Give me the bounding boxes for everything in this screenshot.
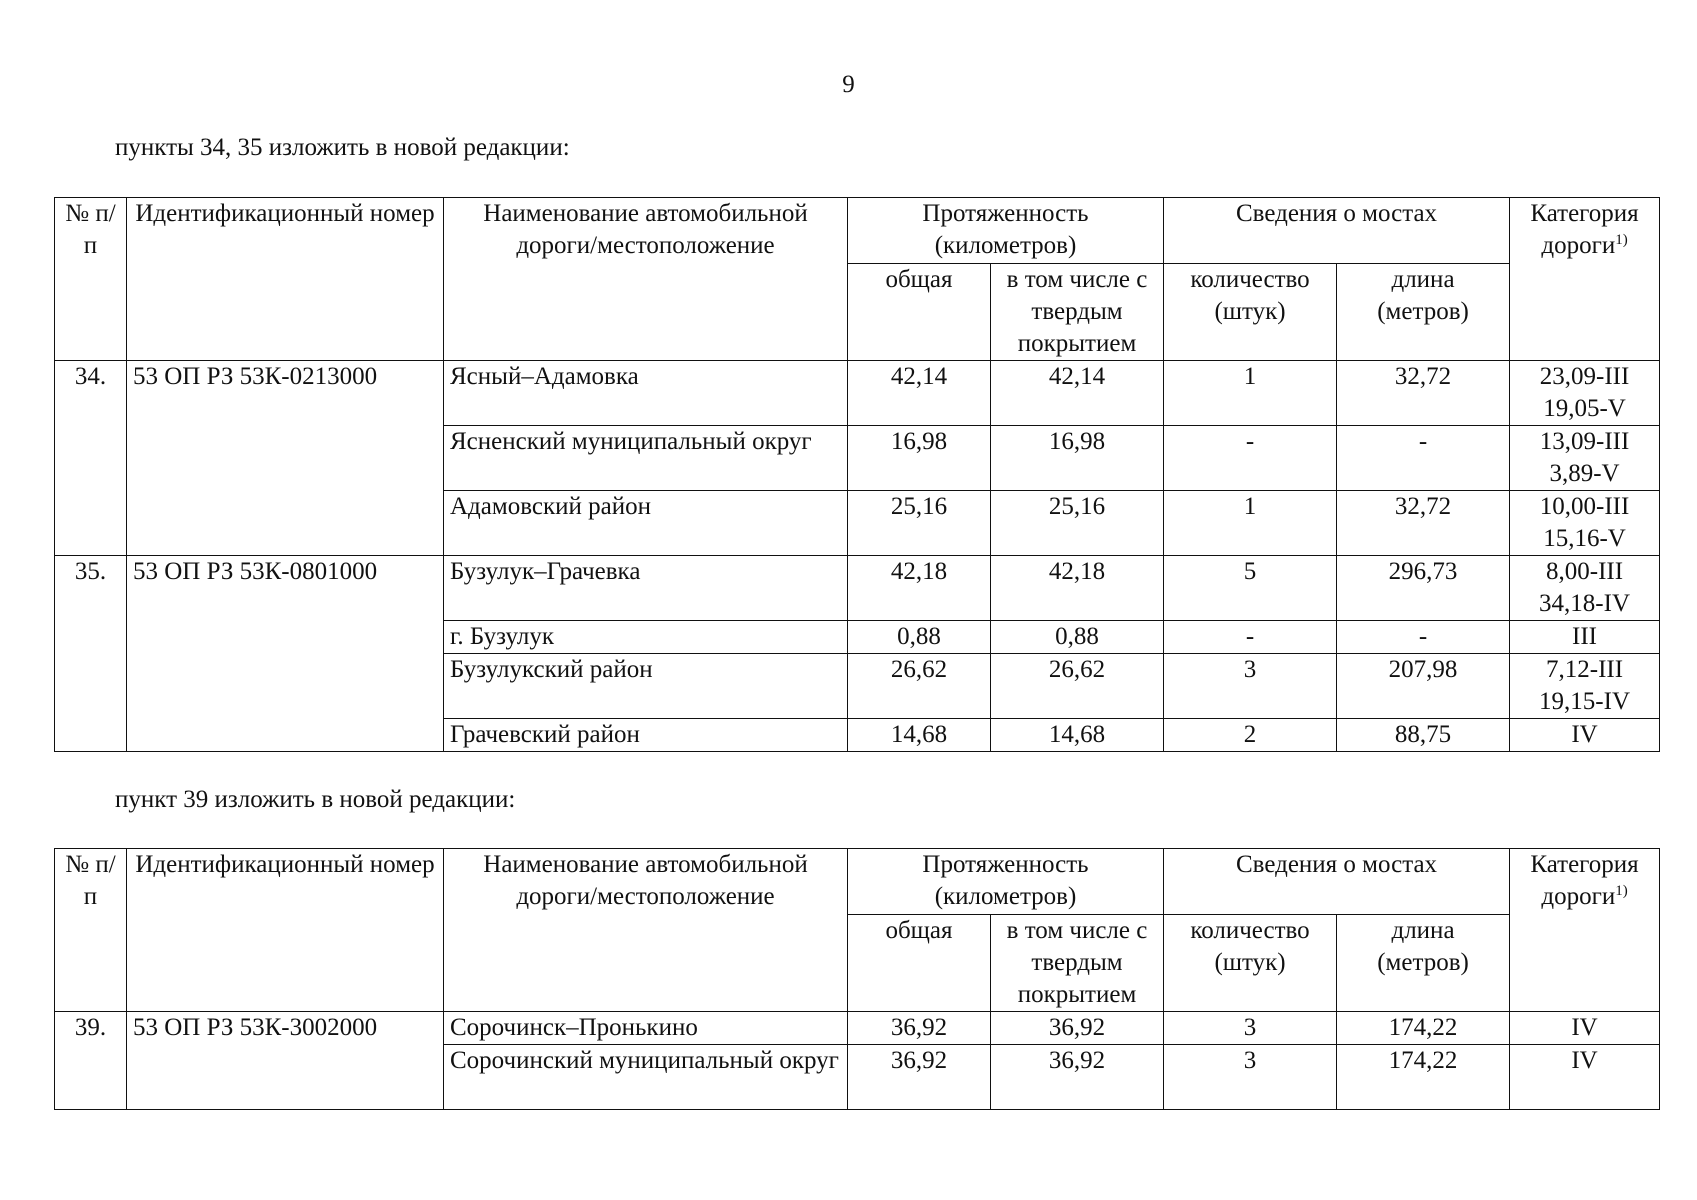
row-num: 39. [55,1012,127,1110]
length-paved: 14,68 [991,719,1164,752]
category-line: 23,09-III [1539,363,1630,390]
header-length-paved: в том числе с твердым покрытием [991,915,1164,1012]
row-id: 53 ОП РЗ 53К-3002000 [127,1012,444,1110]
bridges-count: 2 [1164,719,1337,752]
roads-table-34-35 [54,197,1660,752]
header-bridges-count: количество (штук) [1164,915,1337,1012]
header-bridges-length: длина (метров) [1337,264,1510,361]
header-category [1510,198,1660,361]
category-line: 19,05-V [1543,395,1626,422]
header-length-total: общая [848,915,991,1012]
road-name: Грачевский район [444,719,848,752]
footnote-marker: 1) [1615,883,1628,899]
road-name: г. Бузулук [444,621,848,654]
header-id: Идентификационный номер [127,198,444,361]
bridges-length: 296,73 [1337,556,1510,621]
length-total: 36,92 [848,1045,991,1110]
road-category [1510,426,1660,491]
category-line: 19,15-IV [1539,688,1631,715]
header-category-label: Категория дороги [1530,851,1639,910]
amendment-intro-39: пункт 39 изложить в новой редакции: [115,786,516,813]
bridges-count: - [1164,426,1337,491]
road-category [1510,491,1660,556]
length-paved: 42,18 [991,556,1164,621]
bridges-count: 1 [1164,361,1337,426]
length-paved: 26,62 [991,654,1164,719]
road-category [1510,361,1660,426]
road-category: IV [1510,719,1660,752]
road-name: Сорочинск–Пронькино [444,1012,848,1045]
bridges-length: 174,22 [1337,1045,1510,1110]
category-line: 10,00-III [1539,493,1630,520]
page-number: 9 [842,71,855,98]
header-bridges: Сведения о мостах [1164,849,1510,915]
header-bridges-count: количество (штук) [1164,264,1337,361]
header-road-name: Наименование автомобильной дороги/местоположение [444,849,848,1012]
footnote-marker: 1) [1615,232,1628,248]
bridges-length: 32,72 [1337,361,1510,426]
bridges-length: 32,72 [1337,491,1510,556]
amendment-intro-34-35: пункты 34, 35 изложить в новой редакции: [115,134,570,161]
bridges-count: 1 [1164,491,1337,556]
header-id: Идентификационный номер [127,849,444,1012]
length-total: 26,62 [848,654,991,719]
category-line: 13,09-III [1539,428,1630,455]
category-line: 8,00-III [1546,558,1624,585]
header-category [1510,849,1660,1012]
bridges-length: - [1337,426,1510,491]
header-category-label: Категория дороги [1530,200,1639,259]
bridges-count: 3 [1164,1045,1337,1110]
bridges-count: 3 [1164,1012,1337,1045]
length-total: 36,92 [848,1012,991,1045]
length-total: 0,88 [848,621,991,654]
bridges-length: 207,98 [1337,654,1510,719]
category-line: 15,16-V [1543,525,1626,552]
length-total: 42,18 [848,556,991,621]
length-paved: 0,88 [991,621,1164,654]
length-paved: 25,16 [991,491,1164,556]
bridges-count: 3 [1164,654,1337,719]
header-length-paved: в том числе с твердым покрытием [991,264,1164,361]
roads-table-39 [54,848,1660,1110]
header-length-total: общая [848,264,991,361]
bridges-count: - [1164,621,1337,654]
bridges-length: 174,22 [1337,1012,1510,1045]
road-category: IV [1510,1045,1660,1110]
table-row [55,556,1660,621]
length-paved: 42,14 [991,361,1164,426]
header-num: № п/п [55,198,127,361]
bridges-length: - [1337,621,1510,654]
length-total: 16,98 [848,426,991,491]
length-total: 25,16 [848,491,991,556]
length-total: 42,14 [848,361,991,426]
road-name: Бузулукский район [444,654,848,719]
length-paved: 36,92 [991,1045,1164,1110]
category-line: 7,12-III [1546,656,1624,683]
table-row [55,361,1660,426]
header-bridges-length: длина (метров) [1337,915,1510,1012]
row-id: 53 ОП РЗ 53К-0801000 [127,556,444,752]
road-name: Ясный–Адамовка [444,361,848,426]
road-category: IV [1510,1012,1660,1045]
road-name: Ясненский муниципальный округ [444,426,848,491]
length-paved: 36,92 [991,1012,1164,1045]
road-category [1510,654,1660,719]
road-category [1510,556,1660,621]
road-name: Бузулук–Грачевка [444,556,848,621]
category-line: 34,18-IV [1539,590,1631,617]
length-total: 14,68 [848,719,991,752]
header-length: Протяженность (километров) [848,849,1164,915]
length-paved: 16,98 [991,426,1164,491]
category-line: 3,89-V [1549,460,1620,487]
row-id: 53 ОП РЗ 53К-0213000 [127,361,444,556]
row-num: 35. [55,556,127,752]
header-bridges: Сведения о мостах [1164,198,1510,264]
header-length: Протяженность (километров) [848,198,1164,264]
road-category: III [1510,621,1660,654]
road-name: Сорочинский муниципальный округ [444,1045,848,1110]
bridges-count: 5 [1164,556,1337,621]
header-num: № п/п [55,849,127,1012]
table-row [55,1012,1660,1045]
road-name: Адамовский район [444,491,848,556]
header-road-name: Наименование автомобильной дороги/местоположение [444,198,848,361]
row-num: 34. [55,361,127,556]
bridges-length: 88,75 [1337,719,1510,752]
